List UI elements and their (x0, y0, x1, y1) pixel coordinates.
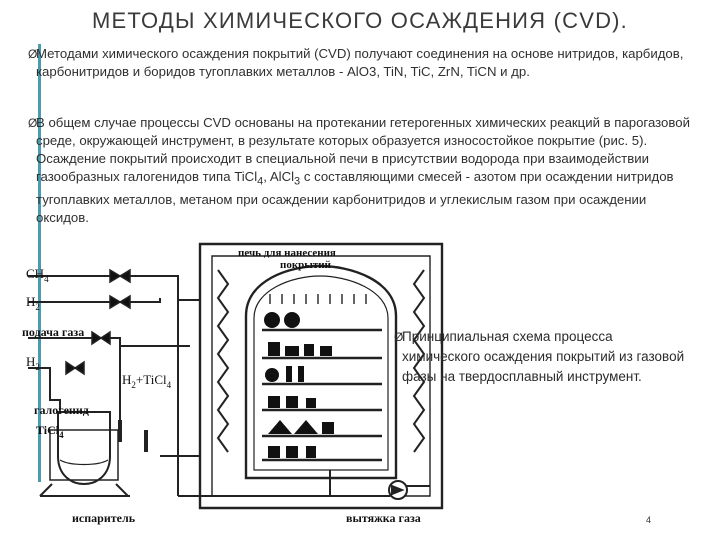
bullet-arrow-icon: Ø (394, 330, 404, 344)
exhaust-pump-icon (389, 481, 407, 499)
paragraph-2-text-b: , AlCl (263, 169, 295, 184)
figure-caption-text: Принципиальная схема процесса химического осаждения покрытий из газовой фазы на твердосплавный инструмент. (402, 329, 685, 384)
slide-title: МЕТОДЫ ХИМИЧЕСКОГО ОСАЖДЕНИЯ (CVD). (92, 8, 628, 33)
page-number: 4 (646, 515, 652, 525)
gas-flow-arrows (270, 294, 366, 304)
paragraph-1-text: Методами химического осаждения покрытий (CVD) получают соединения на основе нитридов, карбидов, карбонитридов и боридов тугоплавких металлов - AlO3, TiN, TiC, ZrN, TiCN и др. (36, 46, 684, 79)
figure-caption (394, 327, 692, 387)
label-gas-feed: подача газа (22, 325, 85, 339)
flame-icon (118, 420, 148, 452)
paragraph-2-text-a: В общем случае процессы CVD основаны на протекании гетерогенных химических реакций в парогазовой среде, окружающей инструмент, в результате которых образуется износостойкое покрытие (рис. 5). Осаждение покрытий происходит в специальной печи в присутствии водорода при взаимодействии газообразных галогенидов типа TiCl (36, 115, 690, 184)
subscript-3: 3 (294, 175, 301, 188)
subscript-4: 4 (257, 175, 264, 188)
paragraph-2-text-c: с составляющими смесей - азотом при осаждении нитридов тугоплавких металлов, метаном при осаждении карбонитридов и углекислым газом при осаждении оксидов. (36, 169, 674, 225)
label-exhaust: вытяжка газа (346, 511, 421, 525)
label-furnace-line2: покрытий (280, 259, 331, 271)
label-h2-ticl4: $H_2+TiCl_4$ (122, 372, 172, 390)
label-furnace-line1: печь для нанесения (238, 247, 336, 259)
bullet-arrow-icon: Ø (28, 47, 38, 61)
heating-coil-icon (218, 270, 424, 452)
label-ch4: $CH_4$ (26, 266, 49, 284)
bullet-arrow-icon: Ø (28, 116, 38, 130)
label-h2-top: $H_2$ (26, 294, 40, 312)
label-ticl4: TiCl$_4$ (36, 423, 64, 440)
label-h2-mid: $H_2$ (26, 354, 40, 372)
label-halide: галогенид (34, 403, 89, 417)
label-evaporator: испаритель (72, 511, 136, 525)
